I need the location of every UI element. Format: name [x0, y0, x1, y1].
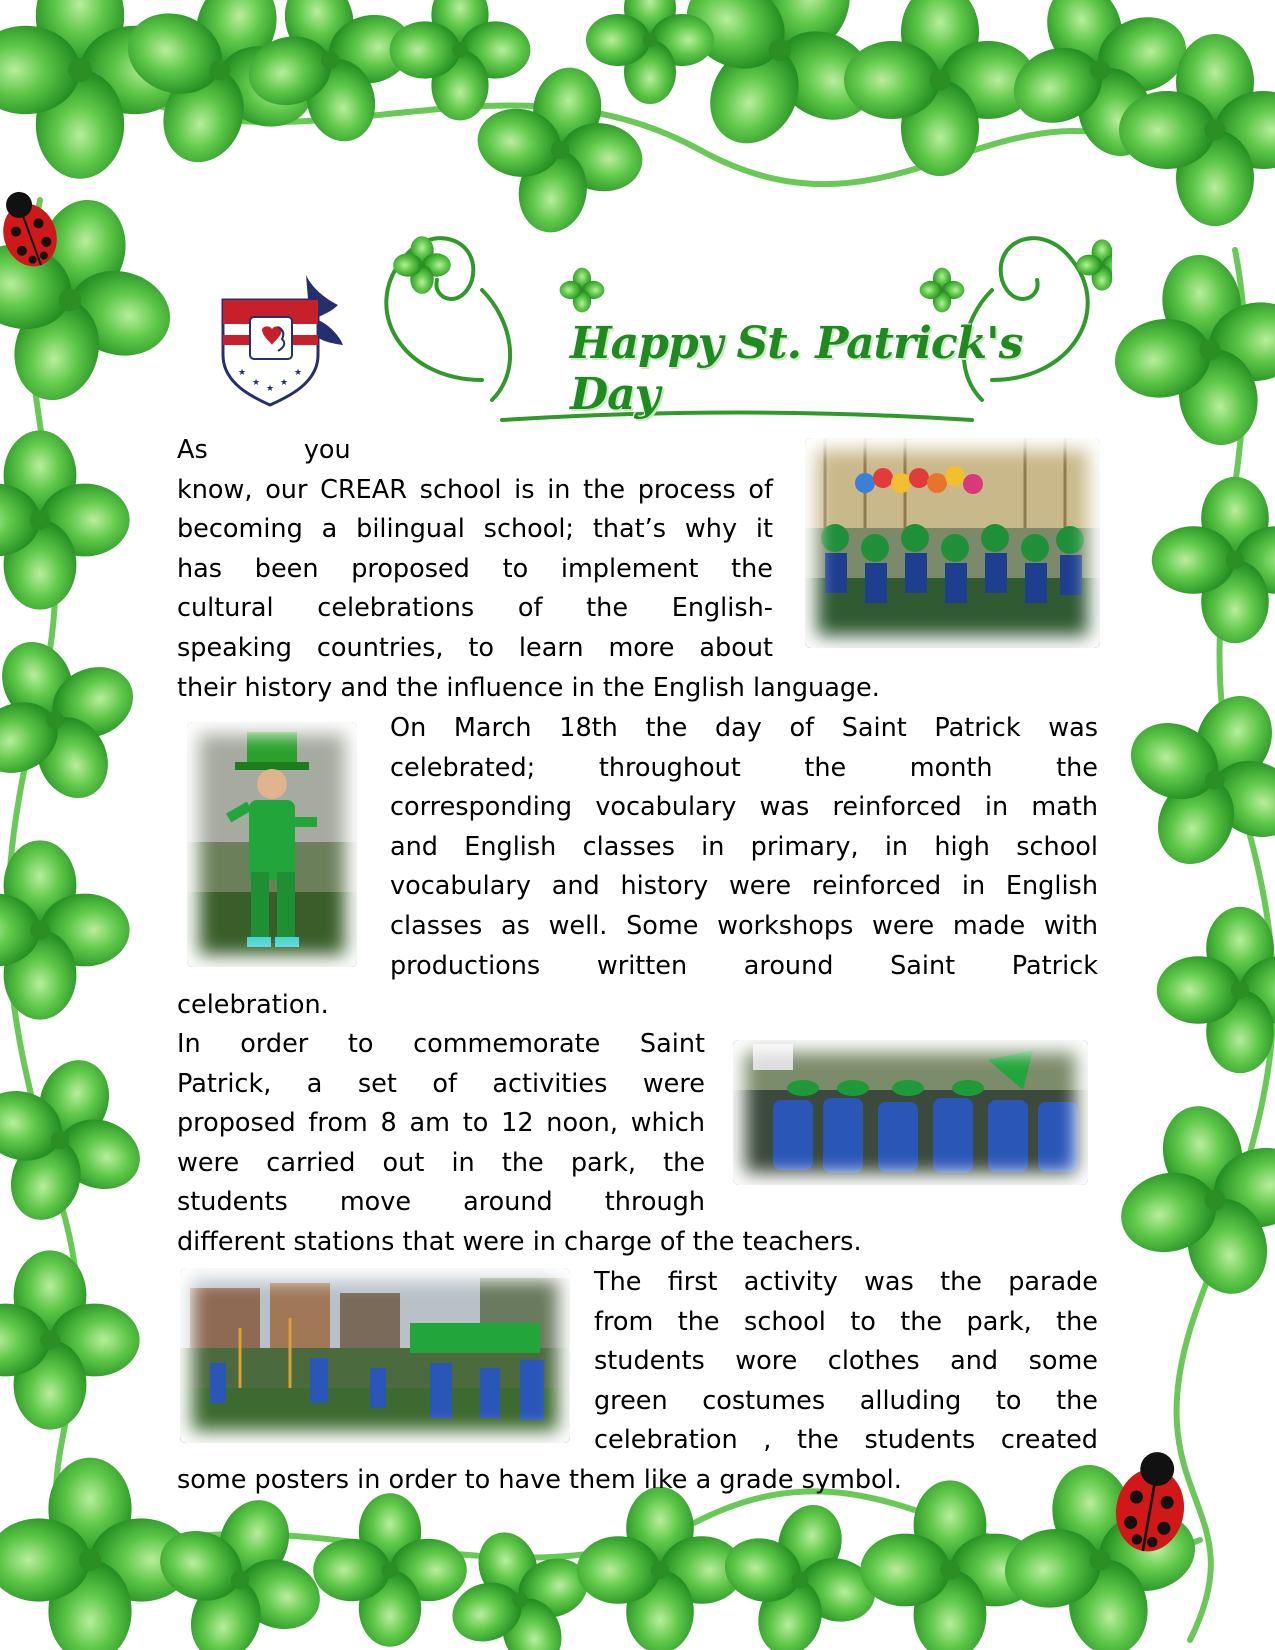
para3-line: proposed from 8 am to 12 noon, which [177, 1108, 705, 1139]
para1-first-word: As [177, 435, 208, 465]
para1-line: cultural celebrations of the English- [177, 593, 773, 624]
para1-line: becoming a bilingual school; that’s why it [177, 514, 773, 545]
svg-text:★: ★ [280, 378, 289, 388]
para4-line: celebration , the students created [594, 1425, 1098, 1456]
para4-line: students wore clothes and some [594, 1346, 1098, 1377]
para4-line: from the school to the park, the [594, 1306, 1098, 1337]
para4-last-line: some posters in order to have them like a grade symbol. [177, 1464, 902, 1495]
paragraph-2 [177, 709, 1098, 1026]
para1-line: has been proposed to implement the [177, 553, 773, 584]
para1-last-line: their history and the influence in the English language. [177, 672, 880, 703]
page-title: Happy St. Patrick's Day [570, 318, 1023, 420]
para1-line: know, our CREAR school is in the process of [177, 474, 773, 505]
para4-line: green costumes alluding to the [594, 1385, 1098, 1416]
photo-students-park [733, 1040, 1088, 1185]
svg-text:★: ★ [252, 378, 261, 388]
para2-last-line: celebration. [177, 990, 329, 1021]
para2-line: On March 18th the day of Saint Patrick was [390, 713, 1098, 743]
para2-line: vocabulary and history were reinforced in English [390, 871, 1098, 902]
photo-group-balloons [805, 438, 1100, 648]
para4-line: The first activity was the parade [594, 1267, 1098, 1297]
svg-text:★: ★ [294, 368, 303, 378]
para2-line: corresponding vocabulary was reinforced in math [390, 792, 1098, 823]
paragraph-1 [177, 431, 880, 708]
para2-line: classes as well. Some workshops were made with [390, 910, 1098, 941]
para2-line: and English classes in primary, in high school [390, 831, 1098, 862]
paragraph-4 [177, 1263, 1098, 1501]
para3-line: students move around through [177, 1187, 705, 1218]
para3-line: were carried out in the park, the [177, 1147, 705, 1178]
para3-last-line: different stations that were in charge of the teachers. [177, 1226, 862, 1257]
para2-line: celebrated; throughout the month the [390, 752, 1098, 783]
para1-line: speaking countries, to learn more about [177, 632, 773, 663]
school-logo [218, 275, 348, 410]
svg-text:★: ★ [238, 368, 247, 378]
svg-text:★: ★ [266, 384, 275, 394]
para3-line: In order to commemorate Saint [177, 1029, 705, 1059]
para2-line: productions written around Saint Patrick [390, 950, 1098, 981]
para1-second-word: you [303, 435, 351, 465]
para3-line: Patrick, a set of activities were [177, 1068, 705, 1099]
